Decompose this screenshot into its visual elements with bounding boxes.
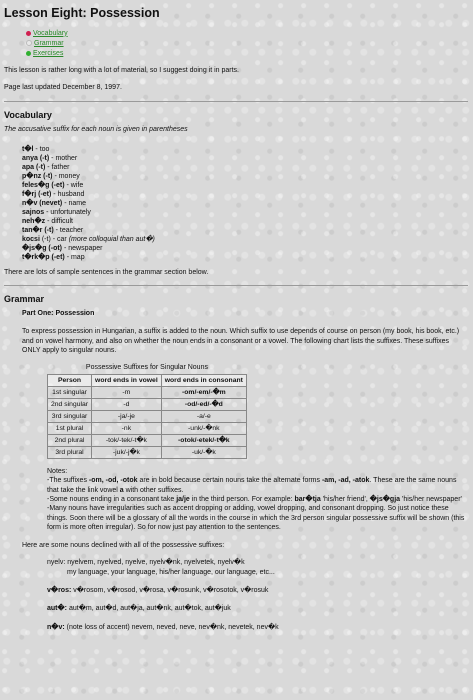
table-row	[48, 434, 247, 446]
part-title: Part One: Possession	[22, 310, 95, 318]
table-cell: 2nd singular	[48, 398, 92, 410]
table-cell: -om/-em/-�m	[161, 386, 246, 398]
vocab-item: feles�g (-et) - wife	[22, 181, 84, 189]
table-cell: -od/-ed/-�d	[161, 398, 246, 410]
table-header-row	[48, 374, 247, 386]
vocabulary-subtitle: The accusative suffix for each noun is given in parentheses	[4, 125, 188, 133]
table-cell: -nk	[92, 422, 162, 434]
toc-link-vocabulary[interactable]: Vocabulary	[33, 29, 68, 37]
vocab-item: apa (-t) - father	[22, 163, 70, 171]
vocab-item: anya (-t) - mother	[22, 154, 78, 162]
table-row	[48, 410, 247, 422]
table-cell: 3rd singular	[48, 410, 92, 422]
page-title: Lesson Eight: Possession	[4, 6, 160, 20]
notes-label: Notes:	[47, 467, 68, 475]
table-cell: -d	[92, 398, 162, 410]
table-cell: -otok/-etek/-t�k	[161, 434, 246, 446]
table-row	[48, 386, 247, 398]
updated-text: Page last updated December 8, 1997.	[4, 84, 122, 92]
table-cell: -m	[92, 386, 162, 398]
divider	[4, 101, 468, 102]
vocab-item: t�l - too	[22, 145, 50, 153]
notes	[47, 467, 468, 533]
note-2: -Some nouns ending in a consonant take ja/je in the third person. For example: bar�tja 'his/her friend', �js�gja 'his/her newspaper'	[47, 495, 462, 503]
example-item: n�v: (note loss of accent) nevem, neved, neve, nev�nk, nevetek, nev�k	[47, 623, 279, 631]
table-cell: 3rd plural	[48, 446, 92, 458]
column-header: word ends in vowel	[92, 374, 162, 386]
vocabulary-list	[22, 145, 468, 262]
example-item: v�ros: v�rosom, v�rosod, v�rosa, v�rosunk, v�rosotok, v�rosuk	[47, 587, 269, 594]
toc-item-grammar[interactable]	[26, 38, 468, 48]
vocab-item: neh�z - difficult	[22, 217, 74, 225]
vocabulary-footer: There are lots of sample sentences in the grammar section below.	[4, 268, 209, 276]
example-item: aut�: aut�m, aut�d, aut�ja, aut�nk, aut�tok, aut�juk	[47, 605, 231, 613]
examples-list	[47, 558, 468, 632]
toc-link-exercises[interactable]: Exercises	[33, 49, 64, 57]
grammar-heading: Grammar	[4, 294, 45, 305]
toc-item-vocabulary[interactable]	[26, 28, 468, 38]
note-1: -The suffixes -om, -od, -otok are in bold because certain nouns take the alternate forms -am, -ad, -atok. These are the same nouns that take the link vowel a with other suffixes.	[47, 477, 457, 494]
table-cell: -ja/-je	[92, 410, 162, 422]
vocab-item: t�rk�p (-et) - map	[22, 253, 85, 261]
note-3: -Many nouns have irregularities such as accent dropping or adding, vowel dropping, and consonant dropping. So just notice these things. Soon there will be a glossary of all the words in the course in which the 3rd person singular possessive suffix will be shown (this form is more often irregular). So for now just pay attention to the sentences.	[47, 505, 465, 532]
vocab-item: kocsi (-t) - car (more colloquial than aut�)	[22, 235, 155, 243]
vocab-item: f�rj (-et) - husband	[22, 190, 85, 198]
examples-intro: Here are some nouns declined with all of the possessive suffixes:	[22, 541, 225, 549]
vocab-item: �js�g (-ot) - newspaper	[22, 244, 103, 252]
column-header: word ends in consonant	[161, 374, 246, 386]
table-caption: Possessive Suffixes for Singular Nouns	[85, 363, 208, 371]
vocab-item: n�v (nevet) - name	[22, 199, 86, 207]
vocab-item: tan�r (-t) - teacher	[22, 226, 84, 234]
suffix-table	[47, 364, 247, 459]
example-item: nyelv: nyelvem, nyelved, nyelve, nyelv�nk, nyelvetek, nyelv�k my language, your language, his/her language, our language, etc...	[47, 559, 275, 576]
vocab-item: p�nz (-t) - money	[22, 172, 80, 180]
vocabulary-heading: Vocabulary	[4, 109, 52, 120]
table-cell: 2nd plural	[48, 434, 92, 446]
intro-text: This lesson is rather long with a lot of material, so I suggest doing it in parts.	[4, 67, 240, 74]
table-cell: -juk/-j�k	[92, 446, 162, 458]
grammar-paragraph: To express possession in Hungarian, a suffix is added to the noun. Which suffix to use depends of course on person (my book, his book, etc.) and on vowel harmony, and also on whether the noun ends in a consonant or a vowel. The following chart lists the suffixes. These suffixes ONLY apply to singular nouns.	[22, 328, 460, 355]
table-cell: -a/-e	[161, 410, 246, 422]
bullet-icon	[26, 51, 31, 56]
toc-item-exercises[interactable]	[26, 48, 468, 58]
table-of-contents	[26, 28, 468, 58]
table-row	[48, 446, 247, 458]
table-row	[48, 422, 247, 434]
column-header: Person	[48, 374, 92, 386]
bullet-icon	[26, 40, 32, 46]
table-cell: -tok/-tek/-t�k	[92, 434, 162, 446]
table-cell: -uk/-�k	[161, 446, 246, 458]
table-row	[48, 398, 247, 410]
bullet-icon	[26, 31, 31, 36]
table-cell: 1st plural	[48, 422, 92, 434]
divider	[4, 285, 468, 286]
toc-link-grammar[interactable]: Grammar	[34, 39, 64, 47]
table-cell: -unk/-�nk	[161, 422, 246, 434]
vocab-item: sajnos - unfortunately	[22, 208, 91, 216]
table-cell: 1st singular	[48, 386, 92, 398]
